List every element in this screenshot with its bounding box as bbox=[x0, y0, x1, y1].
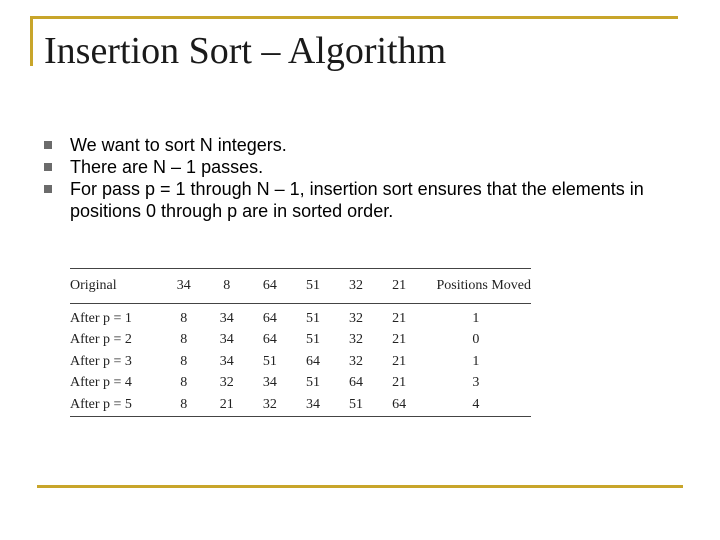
bullet-text: For pass p = 1 through N – 1, insertion sort ensures that the elements in positions 0 through p are in sorted order. bbox=[70, 179, 644, 221]
top-accent-rule bbox=[30, 16, 678, 19]
table-cell: 64 bbox=[262, 332, 277, 348]
table-cell: 64 bbox=[392, 396, 407, 412]
table-cell: 21 bbox=[219, 396, 234, 412]
bullet-text: There are N – 1 passes. bbox=[70, 157, 264, 177]
table-cell: 3 bbox=[472, 375, 480, 391]
slide-title: Insertion Sort – Algorithm bbox=[44, 30, 447, 72]
table-row bbox=[70, 330, 531, 352]
header-cell: 8 bbox=[223, 278, 231, 293]
table-cell: After p = 4 bbox=[70, 375, 132, 391]
square-bullet-icon bbox=[44, 163, 52, 171]
header-cell: 34 bbox=[176, 278, 191, 293]
table-header-row bbox=[70, 269, 531, 304]
table-cell: 51 bbox=[262, 353, 277, 369]
table-cell: 21 bbox=[392, 375, 407, 391]
table-row bbox=[70, 373, 531, 395]
header-cell: 51 bbox=[305, 278, 320, 293]
bullet-item bbox=[44, 178, 654, 222]
table-cell: After p = 3 bbox=[70, 353, 132, 369]
table-cell: 34 bbox=[262, 375, 277, 391]
table-cell: 64 bbox=[305, 353, 320, 369]
table-cell: 51 bbox=[349, 396, 364, 412]
table-cell: 34 bbox=[219, 332, 234, 348]
table-cell: 32 bbox=[349, 310, 364, 326]
left-accent-rule bbox=[30, 16, 33, 66]
table-cell: 34 bbox=[219, 353, 234, 369]
bullet-text: We want to sort N integers. bbox=[70, 135, 287, 155]
bottom-accent-rule bbox=[37, 485, 683, 488]
square-bullet-icon bbox=[44, 185, 52, 193]
table-cell: 34 bbox=[219, 310, 234, 326]
table-cell: 32 bbox=[349, 353, 364, 369]
table-row bbox=[70, 351, 531, 373]
table-cell: 64 bbox=[262, 310, 277, 326]
bullet-item bbox=[44, 134, 654, 156]
table-cell: 4 bbox=[472, 396, 480, 412]
table-cell: 32 bbox=[219, 375, 234, 391]
table-cell: 8 bbox=[180, 375, 188, 391]
table-cell: 0 bbox=[472, 332, 480, 348]
table-cell: 8 bbox=[180, 332, 188, 348]
table-cell: 1 bbox=[472, 353, 480, 369]
table-cell: 51 bbox=[305, 375, 320, 391]
table-cell: After p = 5 bbox=[70, 396, 132, 412]
table-cell: 51 bbox=[305, 310, 320, 326]
table-cell: 21 bbox=[392, 310, 407, 326]
table-cell: 34 bbox=[305, 396, 320, 412]
table-cell: 8 bbox=[180, 396, 188, 412]
table-cell: 32 bbox=[262, 396, 277, 412]
table-cell: After p = 1 bbox=[70, 310, 132, 326]
table-cell: 8 bbox=[180, 310, 188, 326]
table-cell: 21 bbox=[392, 332, 407, 348]
table-cell: After p = 2 bbox=[70, 332, 132, 348]
insertion-sort-table bbox=[70, 268, 531, 417]
table-cell: 64 bbox=[349, 375, 364, 391]
header-cell: Original bbox=[70, 278, 117, 293]
header-cell: 32 bbox=[349, 278, 364, 293]
table-cell: 8 bbox=[180, 353, 188, 369]
table-cell: 21 bbox=[392, 353, 407, 369]
header-cell: 64 bbox=[262, 278, 277, 293]
header-cell: Positions Moved bbox=[436, 278, 531, 293]
table-cell: 32 bbox=[349, 332, 364, 348]
table-row bbox=[70, 304, 531, 330]
header-cell: 21 bbox=[392, 278, 407, 293]
bullet-list bbox=[44, 134, 654, 222]
bullet-item bbox=[44, 156, 654, 178]
square-bullet-icon bbox=[44, 141, 52, 149]
table-cell: 1 bbox=[472, 310, 480, 326]
table-row bbox=[70, 394, 531, 416]
table-cell: 51 bbox=[305, 332, 320, 348]
